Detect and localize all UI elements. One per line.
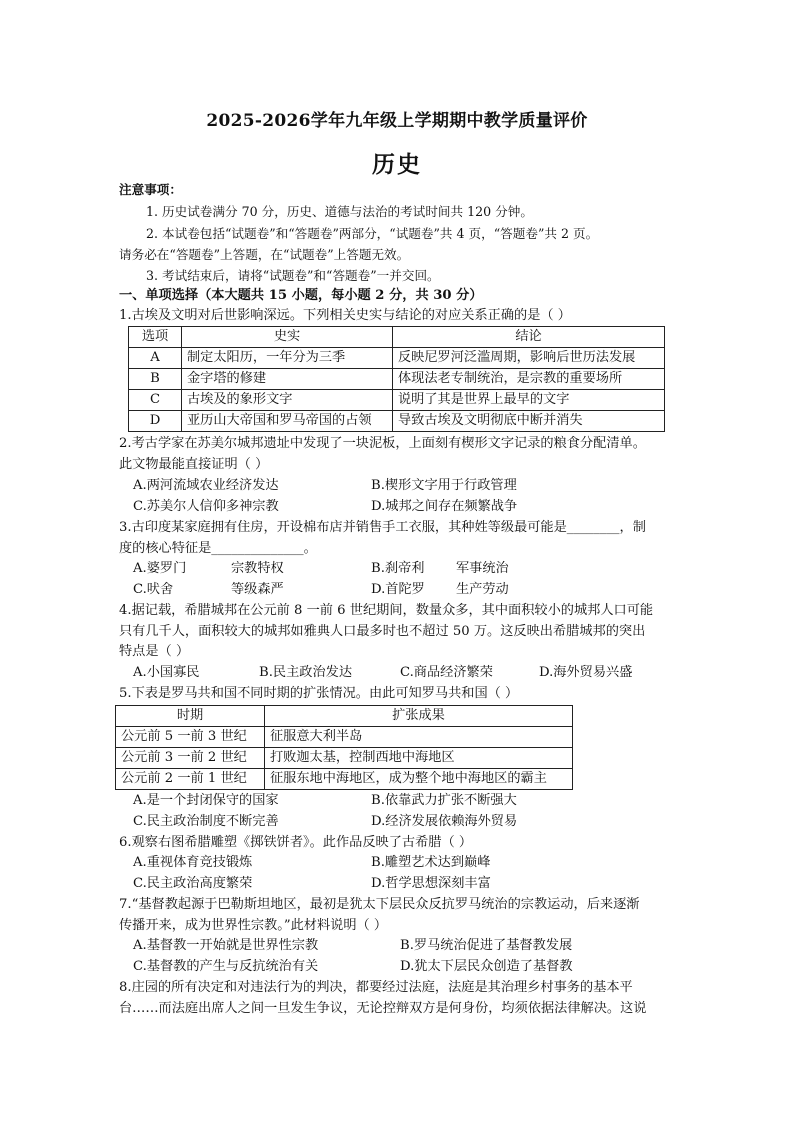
option-b[interactable]: B.民主政治发达 <box>259 665 353 680</box>
table-cell: D <box>129 411 182 432</box>
option-d[interactable]: D.哲学思想深刻丰富 <box>371 876 491 891</box>
option-c[interactable]: C.苏美尔人信仰多神宗教 <box>133 499 279 514</box>
notice-heading: 注意事项： <box>119 182 182 197</box>
option-b[interactable]: B.雕塑艺术达到巅峰 <box>371 855 491 870</box>
table-cell: 征服意大利半岛 <box>265 727 573 748</box>
question-4-line-1: 4.据记载，希腊城邦在公元前 8 一前 6 世纪期间，数量众多，其中面积较小的城邦人口可能 <box>119 603 654 618</box>
table-row <box>129 348 665 369</box>
question-5-table <box>115 705 573 790</box>
option-c[interactable]: C.基督教的产生与反抗统治有关 <box>133 959 319 974</box>
question-5-stem: 5.下表是罗马共和国不同时期的扩张情况。由此可知罗马共和国（ ） <box>119 686 519 701</box>
question-6-stem: 6.观察右图希腊雕塑《掷铁饼者》。此作品反映了古希腊（ ） <box>119 835 473 850</box>
table-cell: A <box>129 348 182 369</box>
question-4-line-2: 只有几千人，面积较大的城邦如雅典人口最多时也不超过 50 万。这反映出希腊城邦的突出 <box>119 624 646 639</box>
table-header-cell: 扩张成果 <box>265 706 573 727</box>
notice-item-2b: 请务必在“答题卷”上答题，在“试题卷”上答题无效。 <box>119 247 410 262</box>
option-a[interactable]: A.两河流域农业经济发达 <box>133 478 279 493</box>
option-c[interactable]: C.商品经济繁荣 <box>400 665 493 680</box>
table-row <box>129 411 665 432</box>
table-row <box>129 390 665 411</box>
option-a[interactable]: A.小国寡民 <box>133 665 200 680</box>
question-2-line-1: 2.考古学家在苏美尔城邦遗址中发现了一块泥板，上面刻有楔形文字记录的粮食分配清单。 <box>119 436 646 451</box>
option-d[interactable]: D.经济发展依赖海外贸易 <box>371 814 518 829</box>
option-a[interactable]: A.婆罗门 <box>133 561 187 576</box>
option-d[interactable]: D.犹太下层民众创造了基督教 <box>400 959 573 974</box>
table-row <box>129 369 665 390</box>
table-cell: 公元前 2 一前 1 世纪 <box>116 769 265 790</box>
option-d[interactable]: D.首陀罗 <box>371 582 425 597</box>
option-a[interactable]: A.重视体育竞技锻炼 <box>133 855 253 870</box>
option-d-detail: 生产劳动 <box>456 582 509 597</box>
section-heading: 一、单项选择（本大题共 15 小题，每小题 2 分，共 30 分） <box>119 288 483 303</box>
option-a[interactable]: A.是一个封闭保守的国家 <box>133 793 279 808</box>
subject-title: 历史 <box>372 151 422 178</box>
notice-item-3: 3. 考试结束后，请将“试题卷”和“答题卷”一并交回。 <box>146 268 440 283</box>
option-b[interactable]: B.刹帝利 <box>371 561 425 576</box>
table-header-cell: 选项 <box>129 327 182 348</box>
table-cell: 古埃及的象形文字 <box>182 390 393 411</box>
table-row <box>116 769 573 790</box>
notice-item-2a: 2. 本试卷包括“试题卷”和“答题卷”两部分，“试题卷”共 4 页，“答题卷”共 2 页。 <box>146 226 599 241</box>
table-cell: 制定太阳历，一年分为三季 <box>182 348 393 369</box>
table-header-row <box>129 327 665 348</box>
exam-title: 2025-2026学年九年级上学期期中教学质量评价 <box>206 111 588 131</box>
table-cell: 公元前 5 一前 3 世纪 <box>116 727 265 748</box>
table-cell: 导致古埃及文明彻底中断并消失 <box>393 411 665 432</box>
question-3-line-2: 度的核心特征是______________。 <box>119 541 317 556</box>
option-c[interactable]: C.吠舍 <box>133 582 174 597</box>
option-d[interactable]: D.城邦之间存在频繁战争 <box>371 499 518 514</box>
table-cell: 征服东地中海地区，成为整个地中海地区的霸主 <box>265 769 573 790</box>
table-row <box>116 727 573 748</box>
question-8-line-2: 台……而法庭出席人之间一旦发生争议，无论控辩双方是何身份，均须依据法律解决。这说 <box>119 1001 647 1016</box>
option-a-detail: 宗教特权 <box>231 561 284 576</box>
table-cell: 打败迦太基，控制西地中海地区 <box>265 748 573 769</box>
table-cell: 亚历山大帝国和罗马帝国的占领 <box>182 411 393 432</box>
table-cell: 体现法老专制统治，是宗教的重要场所 <box>393 369 665 390</box>
question-3-line-1: 3.古印度某家庭拥有住房，开设棉布店并销售手工衣服，其种姓等级最可能是________，制 <box>119 520 646 535</box>
option-d[interactable]: D.海外贸易兴盛 <box>539 665 633 680</box>
table-header-row <box>116 706 573 727</box>
notice-item-1: 1. 历史试卷满分 70 分，历史、道德与法治的考试时间共 120 分钟。 <box>146 204 533 219</box>
table-cell: B <box>129 369 182 390</box>
option-b-detail: 军事统治 <box>456 561 509 576</box>
table-row <box>116 748 573 769</box>
table-cell: C <box>129 390 182 411</box>
option-c[interactable]: C.民主政治制度不断完善 <box>133 814 279 829</box>
question-8-line-1: 8.庄园的所有决定和对违法行为的判决，都要经过法庭，法庭是其治理乡村事务的基本平 <box>119 980 633 995</box>
question-1-stem: 1.古埃及文明对后世影响深远。下列相关史实与结论的对应关系正确的是（ ） <box>119 308 571 323</box>
option-b[interactable]: B.楔形文字用于行政管理 <box>371 478 517 493</box>
question-7-line-2: 传播开来，成为世界性宗教。”此材料说明（ ） <box>119 918 388 933</box>
table-cell: 金字塔的修建 <box>182 369 393 390</box>
option-a[interactable]: A.基督教一开始就是世界性宗教 <box>133 938 319 953</box>
question-1-table <box>128 326 665 432</box>
table-header-cell: 时期 <box>116 706 265 727</box>
table-header-cell: 史实 <box>182 327 393 348</box>
question-7-line-1: 7.“基督教起源于巴勒斯坦地区，最初是犹太下层民众反抗罗马统治的宗教运动，后来逐渐 <box>119 897 640 912</box>
option-c-detail: 等级森严 <box>231 582 284 597</box>
question-4-line-3: 特点是（ ） <box>119 644 190 659</box>
table-cell: 反映尼罗河泛滥周期，影响后世历法发展 <box>393 348 665 369</box>
table-cell: 说明了其是世界上最早的文字 <box>393 390 665 411</box>
table-cell: 公元前 3 一前 2 世纪 <box>116 748 265 769</box>
table-header-cell: 结论 <box>393 327 665 348</box>
option-b[interactable]: B.依靠武力扩张不断强大 <box>371 793 517 808</box>
option-c[interactable]: C.民主政治高度繁荣 <box>133 876 253 891</box>
question-2-line-2: 此文物最能直接证明（ ） <box>119 457 269 472</box>
option-b[interactable]: B.罗马统治促进了基督教发展 <box>400 938 573 953</box>
